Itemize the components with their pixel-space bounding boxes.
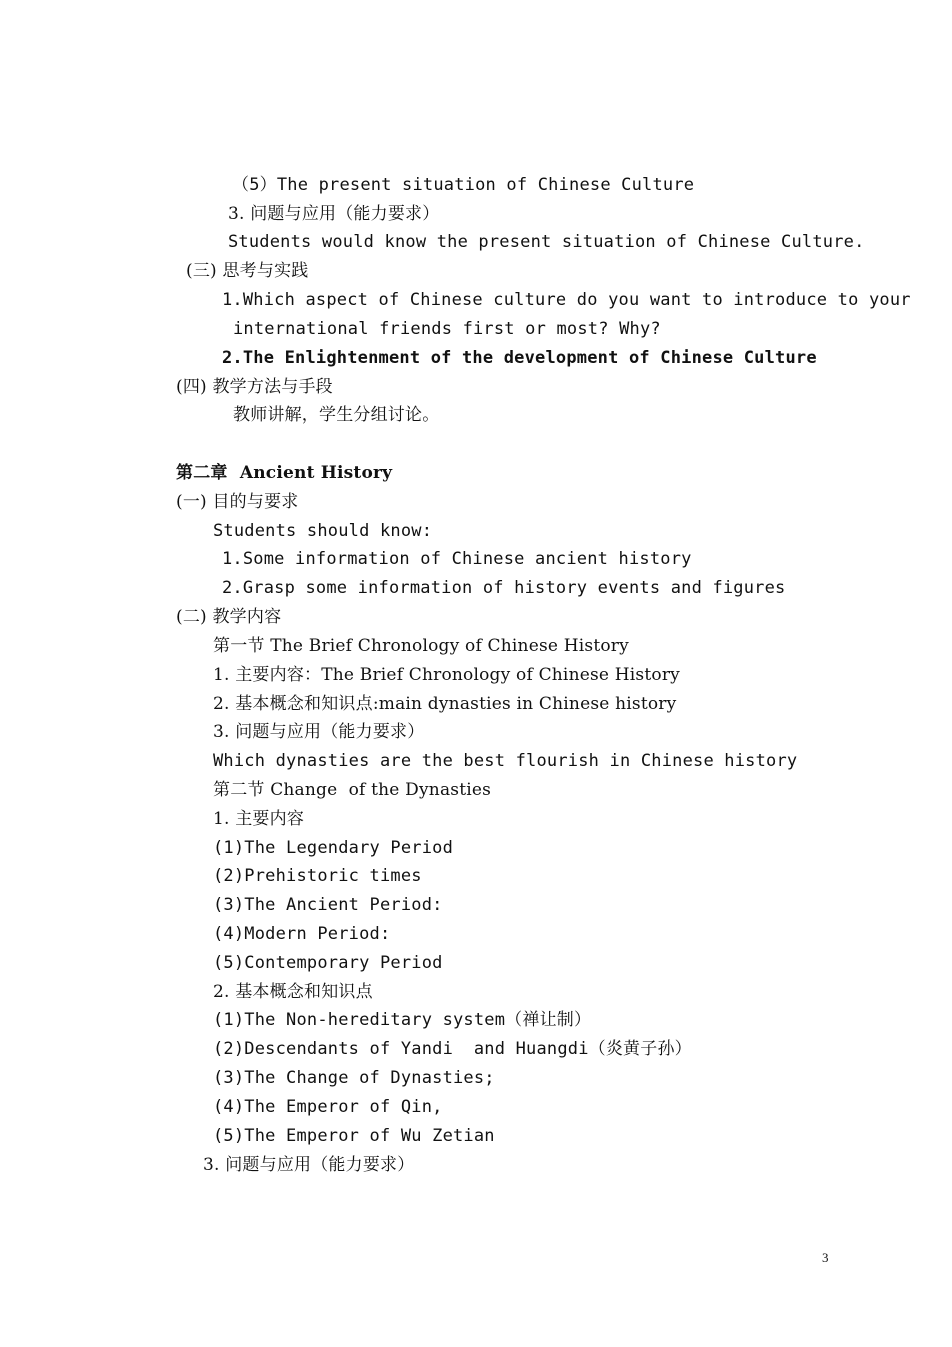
text-line: 3. 问题与应用（能力要求） — [228, 204, 440, 224]
text-line: international friends first or most? Why? — [233, 319, 661, 339]
section-heading: (一) 目的与要求 — [176, 492, 299, 512]
text-line: Students would know the present situation of Chinese Culture. — [228, 232, 865, 252]
text-line: 1.Which aspect of Chinese culture do you want to introduce to your — [222, 290, 911, 310]
text-line: 3. 问题与应用（能力要求） — [203, 1155, 415, 1175]
section-heading: (二) 教学内容 — [176, 607, 282, 627]
text-line: (5)Contemporary Period — [213, 953, 443, 973]
text-line: (4)Modern Period: — [213, 924, 391, 944]
text-line-bold: 2.The Enlightenment of the development of Chinese Culture — [222, 348, 817, 368]
text-line: Which dynasties are the best flourish in Chinese history — [213, 751, 798, 771]
text-line: 1. 主要内容：The Brief Chronology of Chinese History — [213, 665, 680, 685]
text-line: 第一节 The Brief Chronology of Chinese History — [213, 636, 629, 656]
text-line: 2.Grasp some information of history events and figures — [222, 578, 786, 598]
chapter-title: 第二章 Ancient History — [176, 463, 393, 483]
text-line: (2)Descendants of Yandi and Huangdi（炎黄子孙） — [213, 1039, 692, 1059]
text-line: 教师讲解，学生分组讨论。 — [233, 405, 440, 425]
page-number: 3 — [822, 1250, 829, 1265]
text-line: (3)The Ancient Period: — [213, 895, 443, 915]
text-line: (1)The Legendary Period — [213, 838, 454, 858]
section-heading: (四) 教学方法与手段 — [176, 377, 333, 397]
text-line: 2. 基本概念和知识点 — [213, 982, 373, 1002]
text-line: (4)The Emperor of Qin, — [213, 1097, 443, 1117]
text-line: (2)Prehistoric times — [213, 866, 422, 886]
text-line: 1.Some information of Chinese ancient history — [222, 549, 692, 569]
text-line: (3)The Change of Dynasties; — [213, 1068, 495, 1088]
text-line: 第二节 Change of the Dynasties — [213, 780, 492, 800]
text-line: 1. 主要内容 — [213, 809, 305, 829]
text-line: (5)The Emperor of Wu Zetian — [213, 1126, 495, 1146]
text-line: （5）The present situation of Chinese Culture — [232, 175, 695, 195]
text-line: 2. 基本概念和知识点:main dynasties in Chinese history — [213, 694, 677, 714]
text-line: 3. 问题与应用（能力要求） — [213, 722, 425, 742]
text-line: Students should know: — [213, 521, 433, 541]
section-heading: (三) 思考与实践 — [186, 261, 309, 281]
text-line: (1)The Non-hereditary system（禅让制） — [213, 1010, 592, 1030]
